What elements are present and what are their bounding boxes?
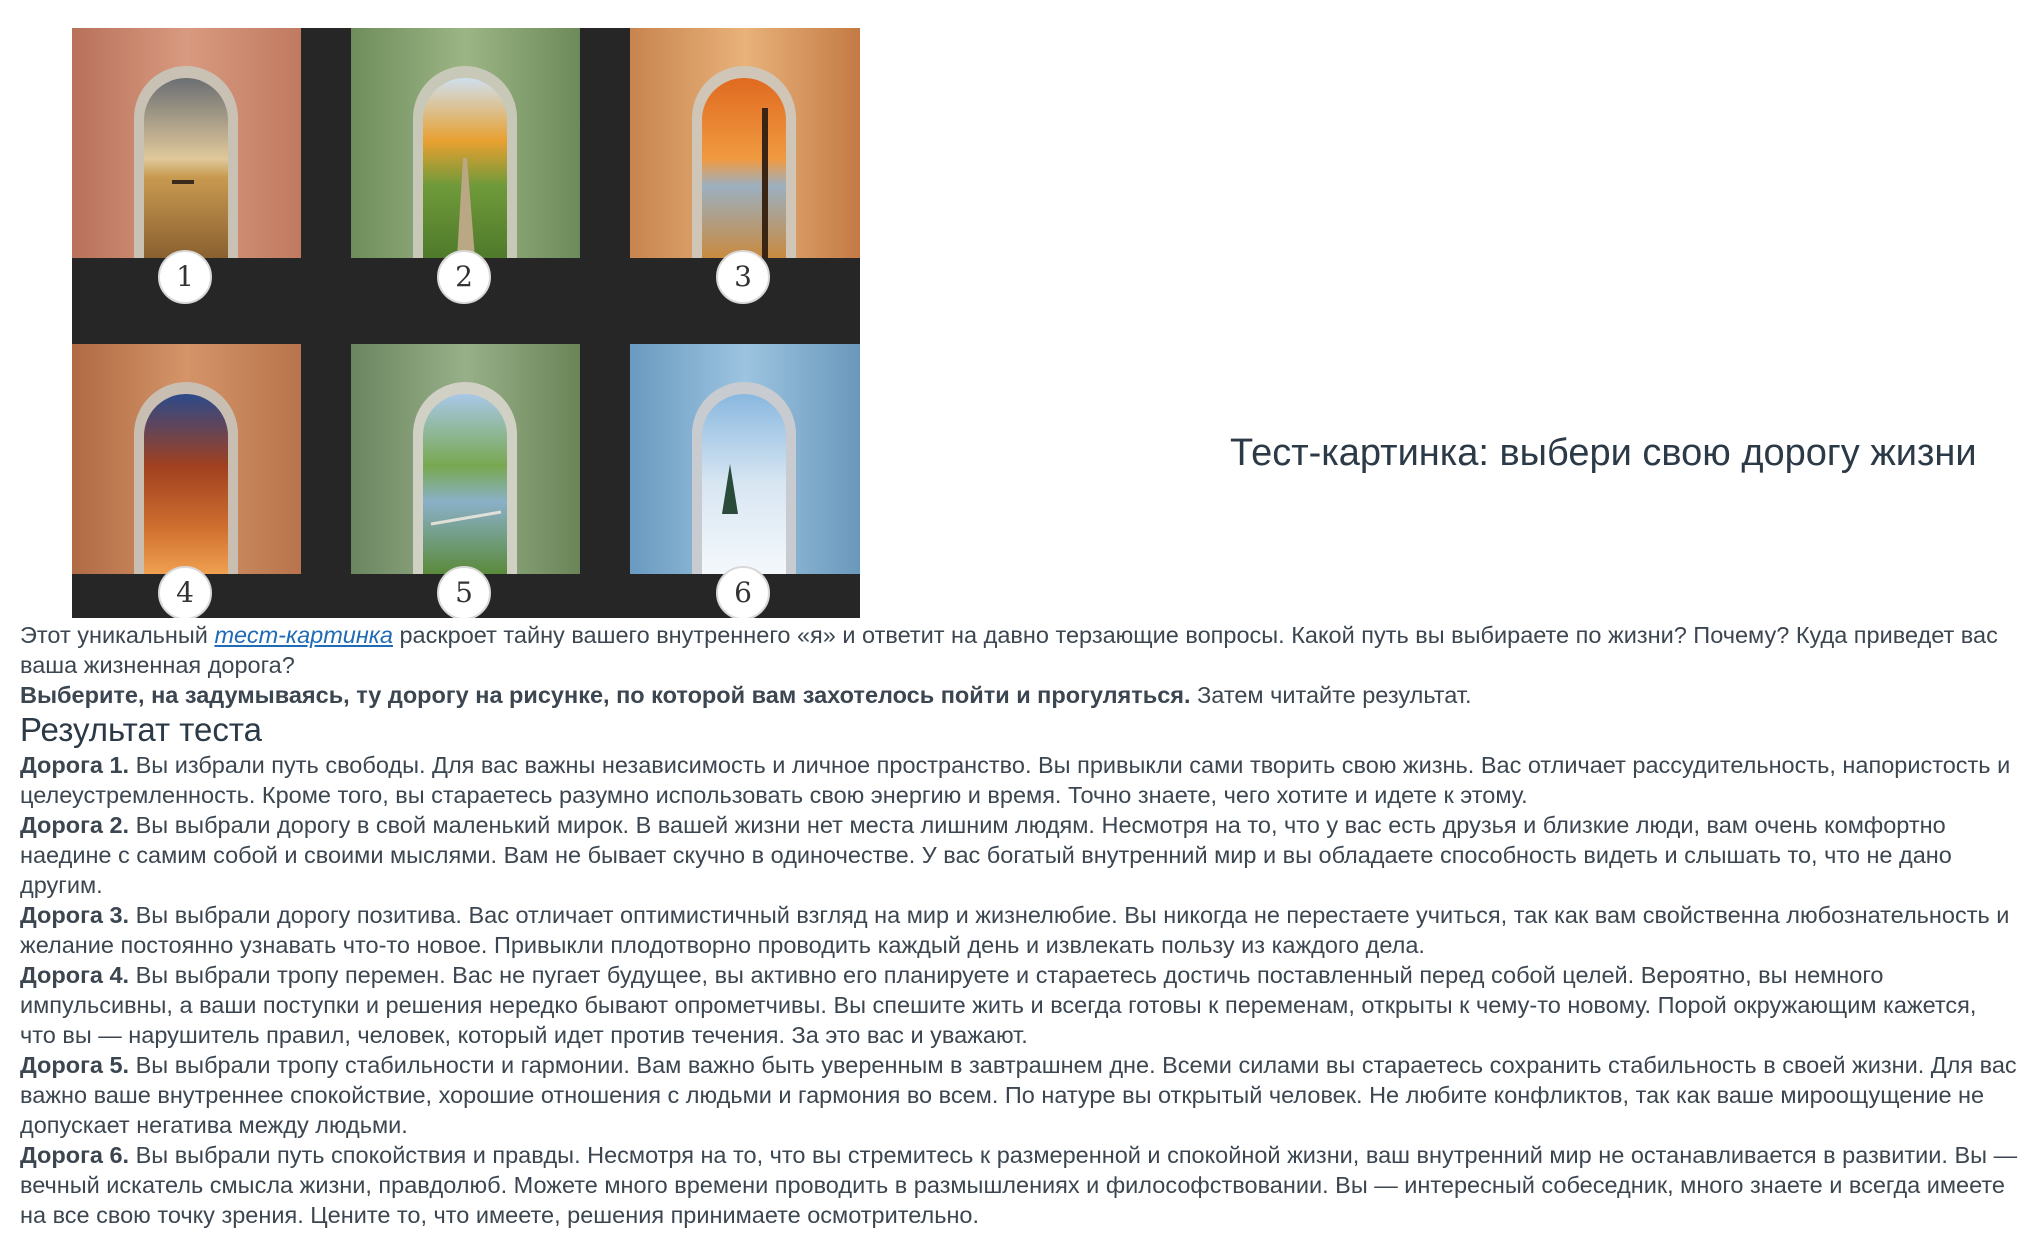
- door-number-badge: 5: [437, 566, 491, 618]
- test-picture-link[interactable]: тест-картинка: [214, 622, 393, 648]
- road-label: Дорога 1.: [20, 752, 130, 778]
- road-text: Вы выбрали дорогу позитива. Вас отличает оптимистичный взгляд на мир и жизнелюбие. Вы никогда не перестаете учиться, так как вам свойственна любознательность и желание постоянно узнавать что-то новое. Привыкли плодотворно проводить каждый день и извлекать пользу из каждого дела.: [20, 902, 2010, 958]
- road-label: Дорога 3.: [20, 902, 130, 928]
- door-number-badge: 4: [158, 566, 212, 618]
- instruction-paragraph: [20, 680, 2018, 710]
- door-number-badge: 6: [716, 566, 770, 618]
- road-text: Вы выбрали дорогу в свой маленький мирок. В вашей жизни нет места лишним людям. Несмотря на то, что у вас есть друзья и близкие люди, вам очень комфортно наедине с самим собой и своими мыслями. Вам не бывает скучно в одиночестве. У вас богатый внутренний мир и вы обладаете способность видеть и слышать то, что не дано другим.: [20, 812, 1952, 898]
- door-number-badge: 2: [437, 250, 491, 304]
- result-heading: Результат теста: [20, 711, 262, 748]
- intro-paragraph: [20, 620, 2018, 680]
- intro-text: раскроет тайну вашего внутреннего «я» и ответит на давно терзающие вопросы. Какой путь вы выбираете по жизни? Почему? Куда приведет вас ваша жизненная дорога?: [20, 622, 1998, 678]
- road-label: Дорога 5.: [20, 1052, 130, 1078]
- door-3-image: [630, 28, 860, 258]
- road-4-paragraph: [20, 960, 2018, 1050]
- road-text: Вы выбрали тропу стабильности и гармонии. Вам важно быть уверенным в завтрашнем дне. Всеми силами вы стараетесь сохранить стабильность в своей жизни. Для вас важно ваше внутреннее спокойствие, хорошие отношения с людьми и гармония во всем. По натуре вы открытый человек. Не любите конфликтов, так как ваше мироощущение не допускает негатива между людьми.: [20, 1052, 2017, 1138]
- road-6-paragraph: [20, 1140, 2018, 1230]
- road-text: Вы избрали путь свободы. Для вас важны независимость и личное пространство. Вы привыкли сами творить свою жизнь. Вас отличает рассудительность, напористость и целеустремленность. Кроме того, вы стараетесь разумно использовать свою энергию и время. Точно знаете, чего хотите и идете к этому.: [20, 752, 2011, 808]
- road-2-paragraph: [20, 810, 2018, 900]
- road-label: Дорога 2.: [20, 812, 130, 838]
- door-1-image: [72, 28, 301, 258]
- door-4-image: [72, 344, 301, 574]
- door-number-badge: 3: [716, 250, 770, 304]
- instruction-bold: Выберите, на задумываясь, ту дорогу на рисунке, по которой вам захотелось пойти и прогуляться.: [20, 682, 1191, 708]
- road-text: Вы выбрали путь спокойствия и правды. Несмотря на то, что вы стремитесь к размеренной и спокойной жизни, ваш внутренний мир не останавливается в развитии. Вы — вечный искатель смысла жизни, правдолюб. Можете много времени проводить в размышлениях и философствовании. Вы — интересный собеседник, много знаете и всегда имеете на все свою точку зрения. Цените то, что имеете, решения принимаете осмотрительно.: [20, 1142, 2018, 1228]
- door-5-image: [351, 344, 580, 574]
- road-label: Дорога 6.: [20, 1142, 130, 1168]
- test-picture: [72, 28, 860, 618]
- road-5-paragraph: [20, 1050, 2018, 1140]
- road-label: Дорога 4.: [20, 962, 130, 988]
- road-1-paragraph: [20, 750, 2018, 810]
- instruction-text: Затем читайте результат.: [1190, 682, 1472, 708]
- road-3-paragraph: [20, 900, 2018, 960]
- intro-text: Этот уникальный: [20, 622, 215, 648]
- article-title: Тест-картинка: выбери свою дорогу жизни: [1230, 432, 1977, 474]
- road-text: Вы выбрали тропу перемен. Вас не пугает будущее, вы активно его планируете и стараетесь достичь поставленный перед собой целей. Вероятно, вы немного импульсивны, а ваши поступки и решения нередко бывают опрометчивы. Вы спешите жить и всегда готовы к переменам, открыты к чему-то новому. Порой окружающим кажется, что вы — нарушитель правил, человек, который идет против течения. За это вас и уважают.: [20, 962, 1977, 1048]
- door-2-image: [351, 28, 580, 258]
- door-number-badge: 1: [158, 250, 212, 304]
- article-body: [20, 620, 2018, 1230]
- door-6-image: [630, 344, 860, 574]
